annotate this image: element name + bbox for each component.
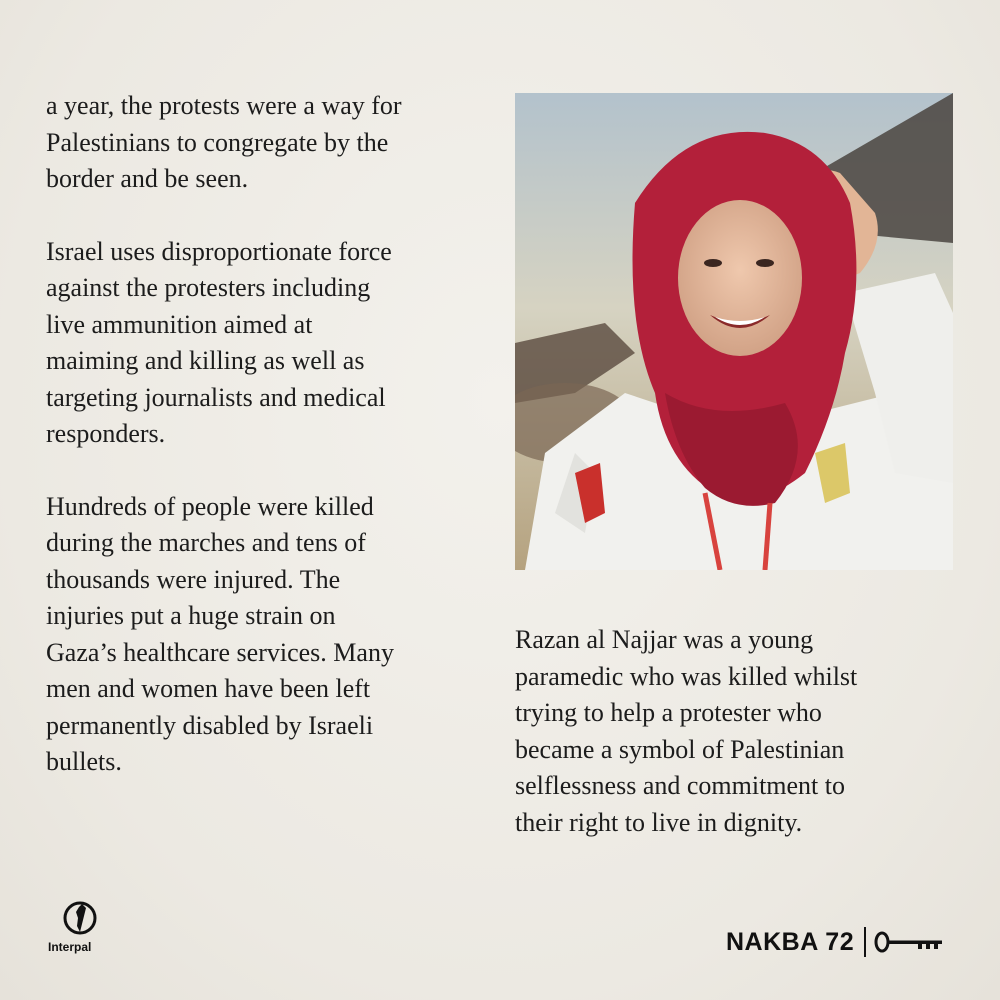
logo-divider — [864, 927, 866, 957]
key-icon — [874, 931, 946, 953]
portrait-photo — [515, 93, 953, 570]
interpal-label: Interpal — [48, 940, 92, 954]
left-text-column — [46, 88, 486, 817]
photo-caption: Razan al Najjar was a young paramedic who was killed whilst trying to help a protester who became a symbol of Palestinian selflessness and commitment to their right to live in dignity. — [515, 625, 858, 837]
portrait-illustration — [515, 93, 953, 570]
nakba-72-logo — [726, 922, 946, 962]
nakba-label: NAKBA 72 — [726, 927, 855, 956]
interpal-logo — [40, 898, 120, 958]
paragraph-force: Israel uses disproportionate force against the protesters including live ammunition aimed at maiming and killing as well as targeting journalists and medical responders. — [46, 236, 392, 448]
paragraph-casualties: Hundreds of people were killed during the marches and tens of thousands were injured. The injuries put a huge strain on Gaza’s healthcare services. Many men and women have been left permanently disabled by Israeli bullets. — [46, 491, 394, 776]
interpal-mark-icon — [60, 898, 100, 938]
paragraph-protests: a year, the protests were a way for Palestinians to congregate by the border and be seen. — [46, 91, 402, 193]
